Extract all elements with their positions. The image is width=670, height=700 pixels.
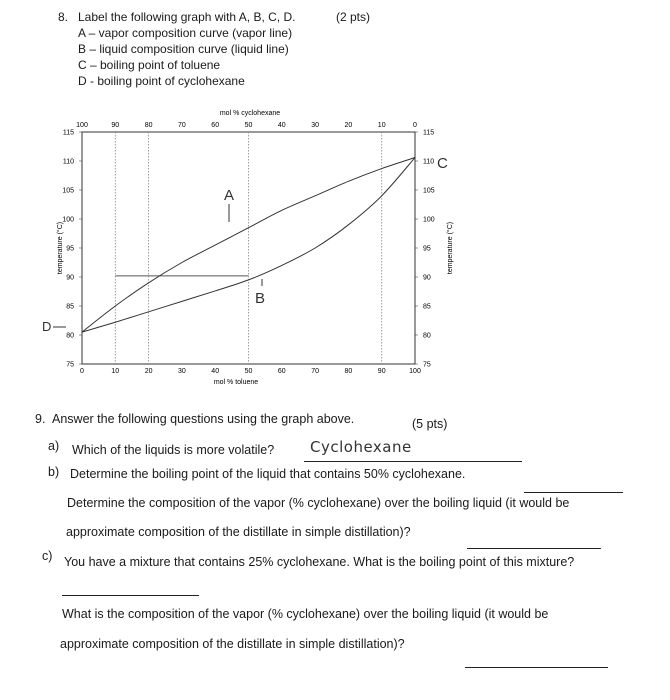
phase-diagram-chart xyxy=(0,100,670,400)
q9b-text-1: Determine the boiling point of the liquid that contains 50% cyclohexane. xyxy=(70,467,466,481)
q9c-text-1: You have a mixture that contains 25% cyclohexane. What is the boiling point of this mixture? xyxy=(64,555,575,569)
right-tick-label: 110 xyxy=(423,158,435,166)
bottom-tick-label: 10 xyxy=(111,368,120,375)
q8-number: 8. xyxy=(58,10,69,24)
q9a-label: a) xyxy=(48,439,60,453)
bottom-tick-label: 30 xyxy=(178,368,186,375)
bottom-tick-label: 0 xyxy=(80,368,84,375)
q8-item-c: C – boiling point of toluene xyxy=(78,58,221,72)
q9c-label: c) xyxy=(42,549,53,563)
left-tick-label: 95 xyxy=(66,245,74,253)
top-tick-label: 10 xyxy=(377,122,386,129)
left-tick-label: 90 xyxy=(66,274,74,282)
right-tick-label: 100 xyxy=(423,216,435,224)
top-tick-label: 50 xyxy=(244,122,253,129)
bottom-tick-label: 90 xyxy=(377,368,386,375)
right-tick-label: 75 xyxy=(423,361,431,369)
q9b-label: b) xyxy=(48,465,60,479)
bottom-axis-label: mol % toluene xyxy=(213,379,259,386)
top-tick-label: 90 xyxy=(111,122,120,129)
bottom-tick-label: 40 xyxy=(211,368,220,375)
q9-number: 9. xyxy=(35,412,46,426)
left-tick-label: 75 xyxy=(66,361,74,369)
top-tick-label: 100 xyxy=(76,122,88,129)
top-tick-label: 0 xyxy=(413,122,417,129)
q9-points: (5 pts) xyxy=(412,417,448,431)
bottom-tick-label: 20 xyxy=(144,368,153,375)
q9b-bp-blank[interactable] xyxy=(524,491,623,493)
right-tick-label: 115 xyxy=(423,129,435,137)
left-tick-label: 110 xyxy=(62,158,74,166)
q8-item-b: B – liquid composition curve (liquid line) xyxy=(78,42,289,56)
right-tick-label: 90 xyxy=(423,274,431,282)
top-tick-label: 30 xyxy=(311,122,319,129)
q9c-bp-blank[interactable] xyxy=(62,594,199,596)
bottom-tick-label: 70 xyxy=(311,368,319,375)
q8-item-a: A – vapor composition curve (vapor line) xyxy=(78,26,293,40)
right-tick-label: 85 xyxy=(423,303,431,311)
left-tick-label: 80 xyxy=(66,332,74,340)
left-tick-label: 100 xyxy=(62,216,74,224)
q9b-vapor-blank[interactable] xyxy=(467,547,601,549)
right-tick-label: 95 xyxy=(423,245,431,253)
top-tick-label: 40 xyxy=(277,122,286,129)
q8-points: (2 pts) xyxy=(336,10,371,24)
right-axis-label: temperature (°C) xyxy=(447,221,454,275)
annotation-d: D xyxy=(42,319,52,334)
q9b-text-2: Determine the composition of the vapor (% cyclohexane) over the boiling liquid (it would be xyxy=(67,496,570,510)
annotation-b: B xyxy=(255,290,266,307)
right-tick-label: 80 xyxy=(423,332,431,340)
bottom-tick-label: 60 xyxy=(277,368,286,375)
q9c-vapor-blank[interactable] xyxy=(465,666,608,668)
q9a-answer-blank[interactable] xyxy=(304,460,522,462)
left-tick-label: 105 xyxy=(62,187,74,195)
q9b-text-3: approximate composition of the distillate in simple distillation)? xyxy=(66,525,411,539)
annotation-c: C xyxy=(437,155,448,172)
q9a-handwritten-answer: Cyclohexane xyxy=(310,438,412,456)
plot-frame xyxy=(82,132,415,364)
top-tick-label: 70 xyxy=(178,122,186,129)
top-tick-label: 80 xyxy=(144,122,153,129)
q8-item-d: D - boiling point of cyclohexane xyxy=(78,74,245,88)
bottom-tick-label: 100 xyxy=(409,368,421,375)
left-axis-label: temperature (°C) xyxy=(57,221,64,275)
q9a-text: Which of the liquids is more volatile? xyxy=(72,443,275,457)
top-tick-label: 20 xyxy=(344,122,353,129)
bottom-tick-label: 80 xyxy=(344,368,353,375)
top-tick-label: 60 xyxy=(211,122,220,129)
q9c-text-2: What is the composition of the vapor (% cyclohexane) over the boiling liquid (it would be xyxy=(62,607,549,621)
right-tick-label: 105 xyxy=(423,187,435,195)
left-tick-label: 85 xyxy=(66,303,74,311)
top-axis-label: mol % cyclohexane xyxy=(219,110,281,117)
bottom-tick-label: 50 xyxy=(244,368,253,375)
left-tick-label: 115 xyxy=(62,129,74,137)
q9-intro: Answer the following questions using the graph above. xyxy=(52,412,355,426)
q9c-text-3: approximate composition of the distillate in simple distillation)? xyxy=(60,637,405,651)
q8-title: Label the following graph with A, B, C, D. xyxy=(78,10,296,24)
annotation-a: A xyxy=(224,187,235,204)
